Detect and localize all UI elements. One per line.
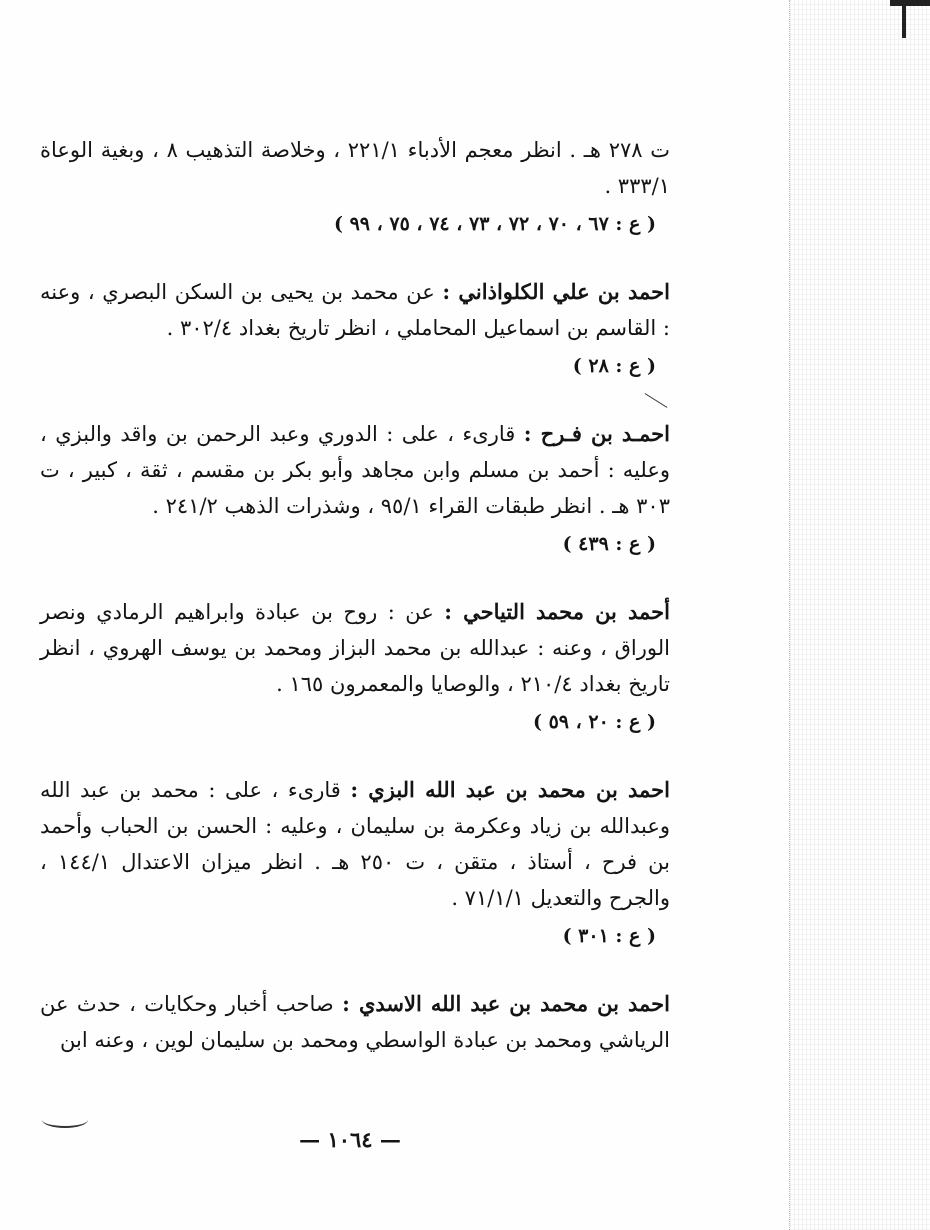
entry-reference-text: ع : ٦٧ ، ٧٠ ، ٧٢ ، ٧٣ ، ٧٤ ، ٧٥ ، ٩٩ [349,213,641,235]
entry-reference: ( ع : ٦٧ ، ٧٠ ، ٧٢ ، ٧٣ ، ٧٤ ، ٧٥ ، ٩٩ ) [333,213,656,235]
scan-corner-mark-top [890,0,930,6]
entry-body: عن محمد بن يحيى بن السكن البصري ، وعنه : القاسم بن اسماعيل المحاملي ، انظر تاريخ بغداد ٣٠٢/٤ . [40,280,670,340]
entry-name: احمد بن علي الكلواذاني : [442,279,670,304]
entry-name: احمد بن محمد بن عبد الله الاسدي : [342,991,670,1016]
entry-text [40,986,670,1058]
entry-text [40,416,670,524]
entry-asadi [40,986,670,1058]
entry-body: عن : روح بن عبادة وابراهيم الرمادي ونصر الوراق ، وعنه : عبدالله بن محمد البزاز ومحمد بن يوسف الهروي ، انظر تاريخ بغداد ٢١٠/٤ ، والوصايا والمعمرون ١٦٥ . [40,600,670,696]
entry-text [40,594,670,702]
entry-text [40,132,670,204]
scanned-page-edge [789,0,930,1230]
handwritten-underline-mark [42,1112,88,1128]
entry-reference: ( ع : ٢٠ ، ٥٩ ) [532,711,656,733]
entry-body: صاحب أخبار وحكايات ، حدث عن الرياشي ومحمد بن عبادة الواسطي ومحمد بن سليمان لوين ، وعنه ابن [40,992,670,1052]
entry-reference: ( ع : ٤٣٩ ) [562,533,656,555]
entry-reference: ( ع : ٢٨ ) [572,355,656,377]
page-body [40,120,670,1090]
entry-name: أحمد بن محمد التياحي : [444,599,670,624]
entry-reference-text: ع : ٢٠ ، ٥٩ [548,711,641,733]
entry-text [40,274,670,346]
entry-reference-text: ع : ٣٠١ [578,925,641,947]
entry-body: قارىء ، على : محمد بن عبد الله وعبدالله بن زياد وعكرمة بن سليمان ، وعليه : الحسن بن الحباب وأحمد بن فرح ، أستاذ ، متقن ، ت ٢٥٠ هـ . انظر ميزان الاعتدال ١٤٤/١ ، والجرح والتعديل ٧١/١/١ . [40,778,671,910]
entry-name: احمـد بن فـرح : [523,421,671,446]
entry-ibn-farh [40,416,670,562]
entry-text [40,772,670,916]
entry-body: ت ٢٧٨ هـ . انظر معجم الأدباء ٢٢١/١ ، وخلاصة التذهيب ٨ ، وبغية الوعاة ٣٣٣/١ . [40,138,670,198]
entry-continuation [40,132,670,242]
entry-reference-text: ع : ٢٨ [588,355,641,377]
page-number: — ١٠٦٤ — [299,1127,401,1152]
entry-reference: ( ع : ٣٠١ ) [562,925,656,947]
entry-kalwadhani [40,274,670,384]
entry-bazzi [40,772,670,954]
entry-tayahi [40,594,670,740]
entry-body: قارىء ، على : الدوري وعبد الرحمن بن واقد والبزي ، وعليه : أحمد بن مسلم وابن مجاهد وأبو بكر بن مقسم ، ثقة ، كبير ، ت ٣٠٣ هـ . انظر طبقات القراء ٩٥/١ ، وشذرات الذهب ٢٤١/٢ . [40,422,670,518]
entry-name: احمد بن محمد بن عبد الله البزي : [350,777,670,802]
entry-reference-text: ع : ٤٣٩ [578,533,641,555]
